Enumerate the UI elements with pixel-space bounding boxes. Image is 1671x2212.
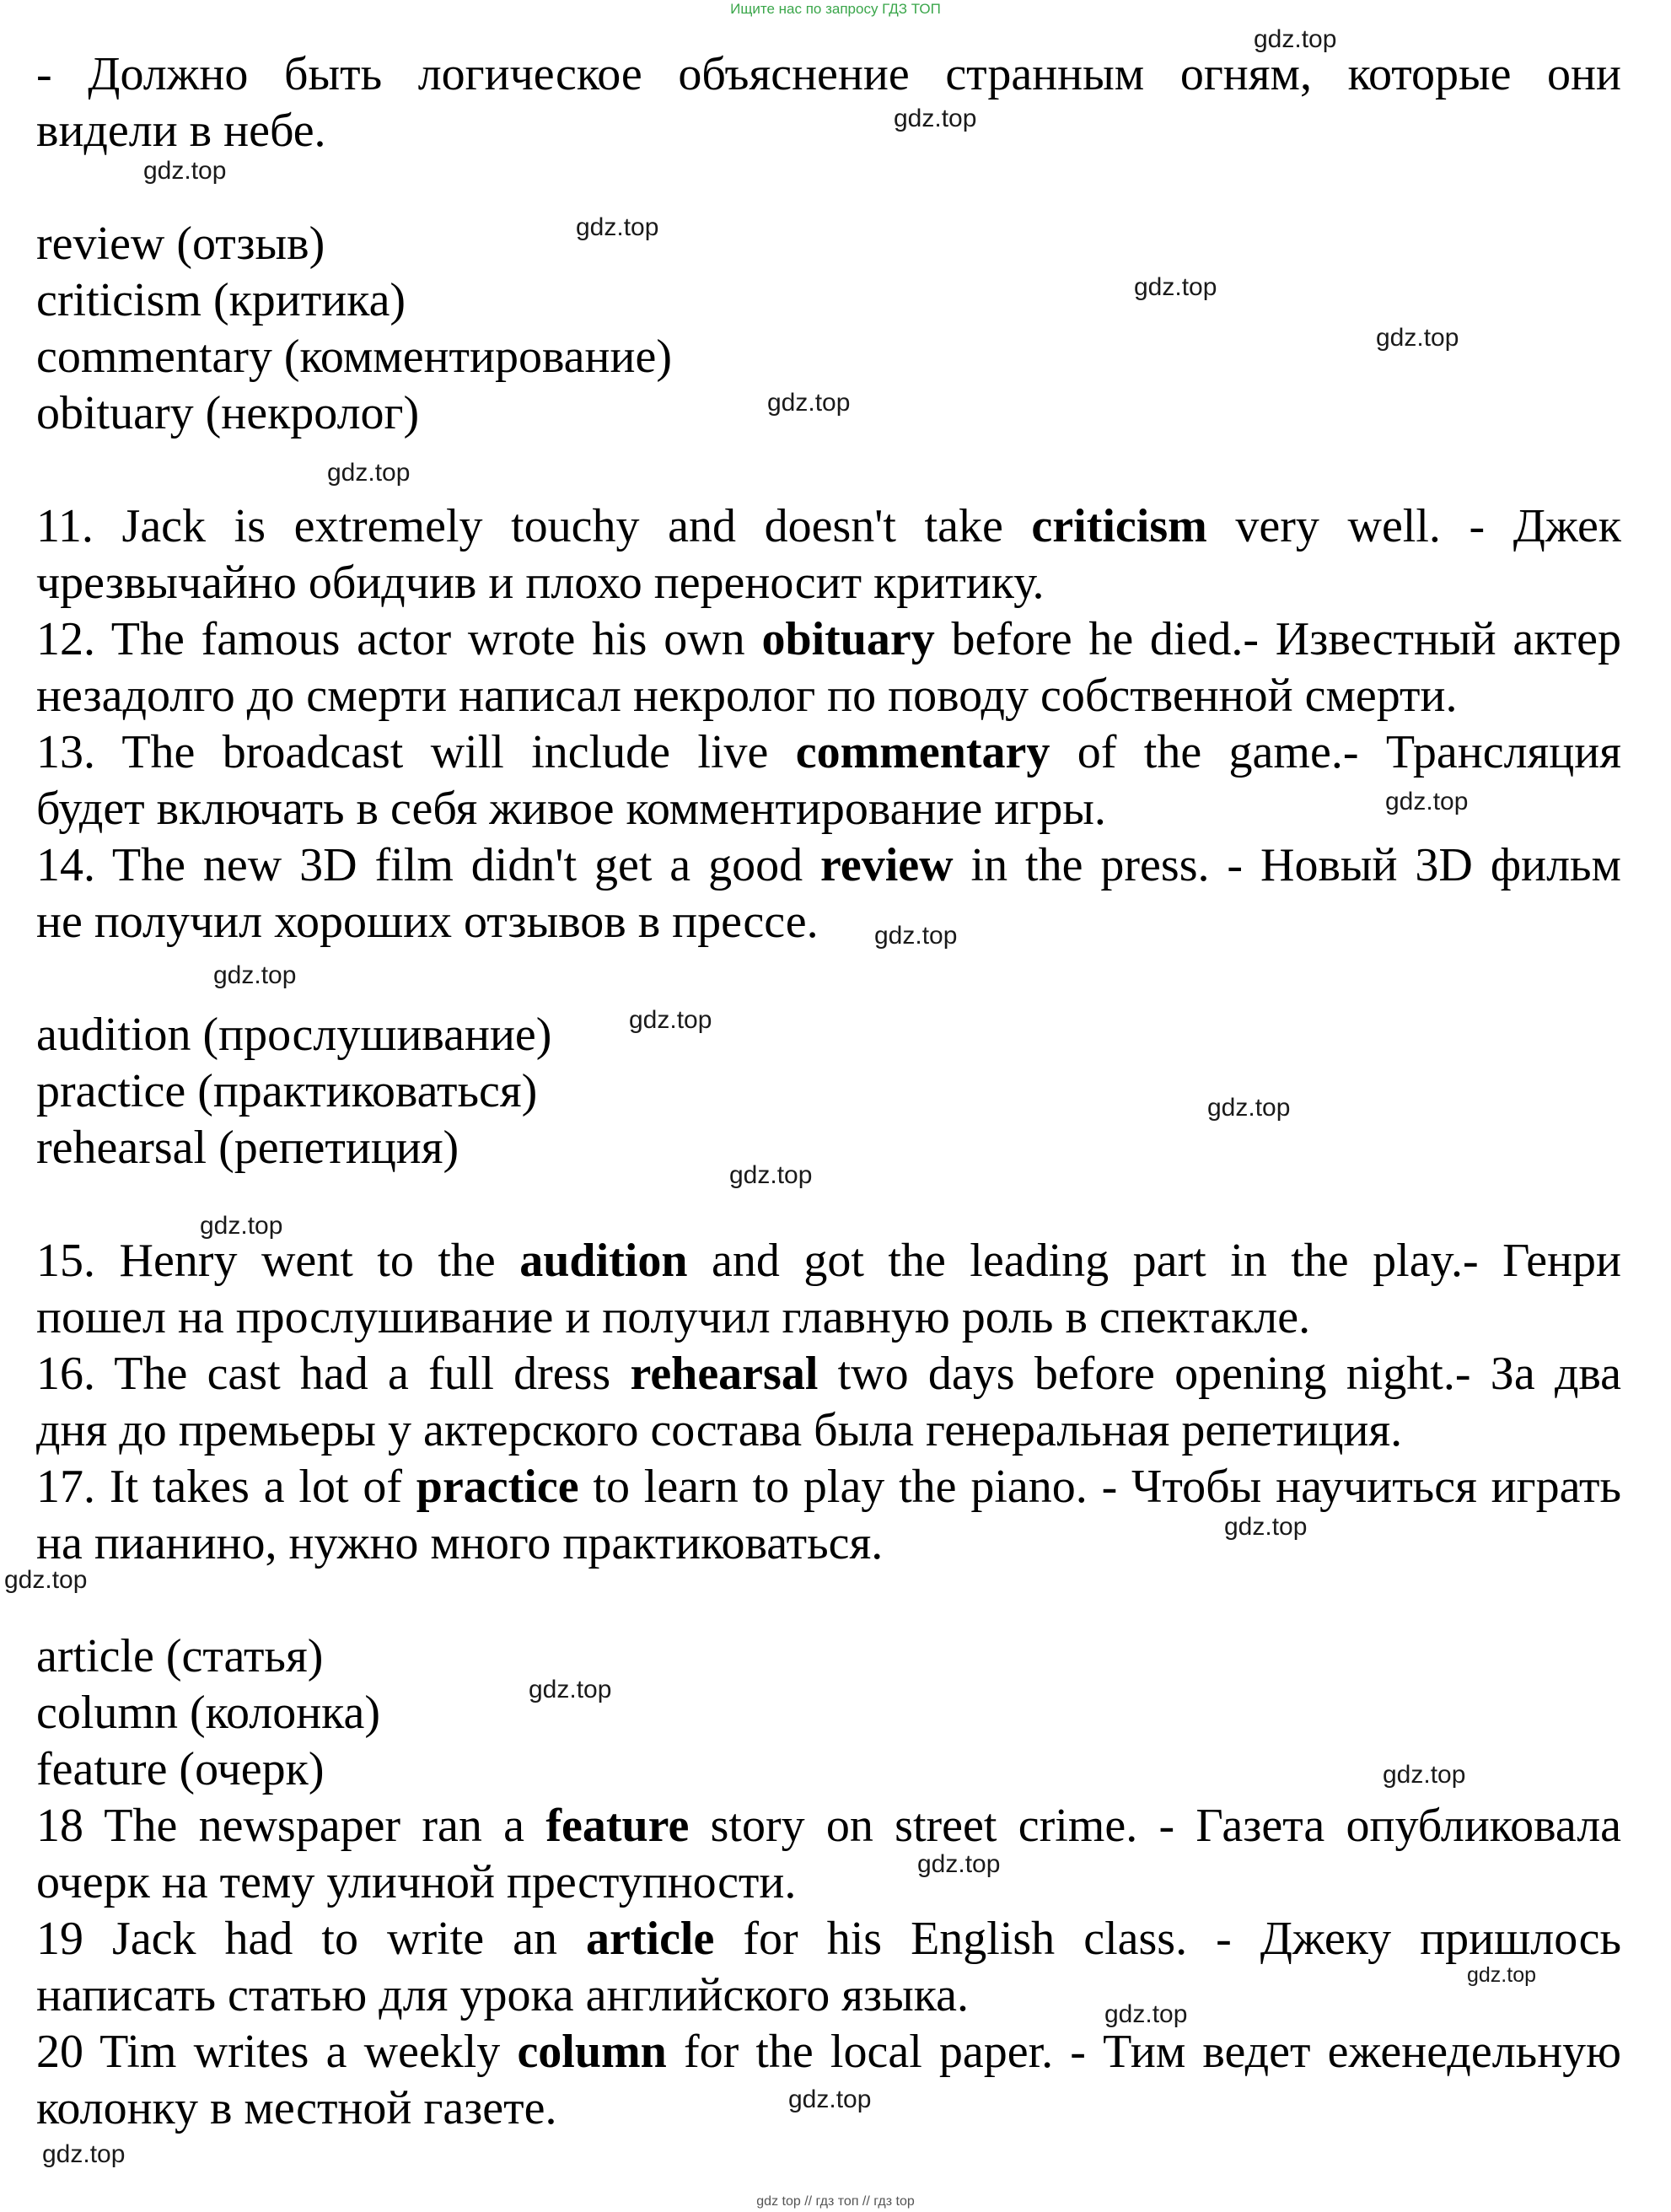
watermark: gdz.top	[767, 389, 851, 417]
watermark: gdz.top	[1134, 273, 1217, 301]
vocab-word: rehearsal (репетиция)	[36, 1122, 459, 1174]
watermark: gdz.top	[576, 213, 659, 241]
watermark: gdz.top	[213, 961, 297, 989]
vocab-word: article (статья)	[36, 1630, 324, 1682]
watermark: gdz.top	[1104, 2000, 1188, 2028]
vocab-word: practice (практиковаться)	[36, 1065, 538, 1117]
watermark: gdz.top	[327, 459, 411, 487]
sentence-translation: на пианино, нужно много практиковаться.	[36, 1517, 884, 1569]
sentence-line: 15. Henry went to the audition and got the leading part in the play.- Генри	[36, 1235, 1621, 1287]
sentence-line: 16. The cast had a full dress rehearsal two days before opening night.- За два	[36, 1348, 1621, 1400]
watermark: gdz.top	[1224, 1513, 1308, 1541]
sentence-translation: не получил хороших отзывов в прессе.	[36, 896, 819, 948]
sentence-line: 17. It takes a lot of practice to learn to play the piano. - Чтобы научиться играть	[36, 1461, 1622, 1513]
vocab-word: criticism (критика)	[36, 274, 406, 326]
sentence-translation: дня до премьеры у актерского состава была генеральная репетиция.	[36, 1404, 1403, 1456]
watermark: gdz.top	[143, 157, 227, 185]
watermark: gdz.top	[529, 1676, 612, 1703]
sentence-line: 19 Jack had to write an article for his English class. - Джеку пришлось	[36, 1913, 1622, 1965]
sentence-line: 20 Tim writes a weekly column for the local paper. - Тим ведет еженедельную	[36, 2026, 1622, 2078]
sentence-translation: пошел на прослушивание и получил главную роль в спектакле.	[36, 1291, 1311, 1343]
watermark: gdz.top	[1383, 1761, 1466, 1789]
vocab-word: obituary (некролог)	[36, 387, 420, 439]
intro-line: - Должно быть логическое объяснение странным огням, которые они	[36, 48, 1621, 100]
keyword: review	[820, 839, 954, 891]
keyword: column	[517, 2026, 667, 2078]
keyword: practice	[416, 1461, 579, 1513]
sentence-translation: чрезвычайно обидчив и плохо переносит критику.	[36, 557, 1045, 609]
vocab-word: commentary (комментирование)	[36, 331, 672, 383]
keyword: criticism	[1031, 500, 1207, 552]
vocab-word: audition (прослушивание)	[36, 1009, 552, 1061]
keyword: commentary	[795, 726, 1050, 778]
sentence-translation: будет включать в себя живое комментирование игры.	[36, 783, 1106, 835]
watermark: gdz.top	[788, 2086, 872, 2113]
watermark: gdz.top	[729, 1161, 813, 1189]
keyword: feature	[545, 1800, 690, 1852]
watermark: gdz.top	[42, 2140, 126, 2168]
watermark: gdz.top	[874, 922, 958, 950]
sentence-line: 18 The newspaper ran a feature story on street crime. - Газета опубликовала	[36, 1800, 1622, 1852]
watermark: gdz.top	[1467, 1963, 1537, 1987]
vocab-word: feature (очерк)	[36, 1743, 325, 1795]
watermark: gdz.top	[1207, 1094, 1291, 1122]
sentence-line: 13. The broadcast will include live commentary of the game.- Трансляция	[36, 726, 1621, 778]
watermark: gdz.top	[4, 1566, 88, 1594]
watermark: gdz.top	[629, 1006, 712, 1034]
keyword: rehearsal	[630, 1348, 819, 1400]
watermark: gdz.top	[1385, 788, 1469, 815]
watermark: gdz.top	[1376, 324, 1459, 352]
sentence-line: 11. Jack is extremely touchy and doesn't take criticism very well. - Джек	[36, 500, 1621, 552]
sentence-translation: незадолго до смерти написал некролог по поводу собственной смерти.	[36, 670, 1458, 722]
watermark: gdz.top	[1254, 25, 1337, 53]
watermark: gdz.top	[200, 1212, 283, 1240]
watermark: gdz.top	[917, 1850, 1001, 1878]
vocab-word: review (отзыв)	[36, 218, 325, 270]
keyword: audition	[519, 1235, 688, 1287]
vocab-word: column (колонка)	[36, 1687, 381, 1739]
sentence-line: 12. The famous actor wrote his own obituary before he died.- Известный актер	[36, 613, 1621, 665]
keyword: article	[586, 1913, 715, 1965]
header-notice: Ищите нас по запросу ГДЗ ТОП	[730, 1, 941, 17]
keyword: obituary	[761, 613, 935, 665]
sentence-translation: написать статью для урока английского языка.	[36, 1969, 969, 2021]
sentence-translation: колонку в местной газете.	[36, 2082, 557, 2134]
footer-text: gdz top // гдз топ // гдз top	[756, 2194, 915, 2209]
watermark: gdz.top	[894, 105, 977, 132]
sentence-line: 14. The new 3D film didn't get a good review in the press. - Новый 3D фильм	[36, 839, 1621, 891]
intro-line: видели в небе.	[36, 105, 326, 157]
sentence-translation: очерк на тему уличной преступности.	[36, 1856, 797, 1908]
